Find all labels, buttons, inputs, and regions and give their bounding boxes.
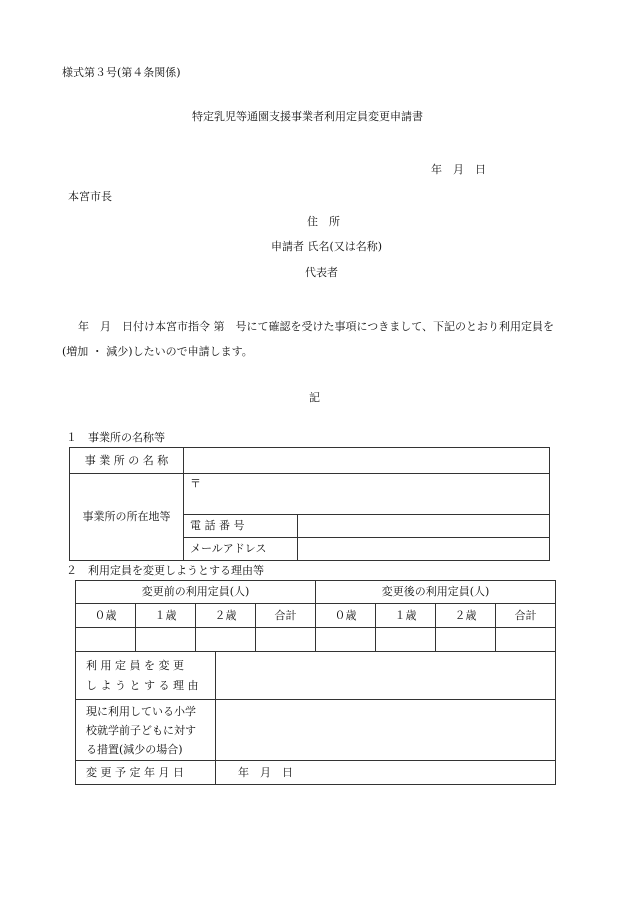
after-age-0-header: ０歳 bbox=[316, 604, 376, 628]
measure-label bbox=[76, 700, 216, 761]
before-age-2-header: ２歳 bbox=[196, 604, 256, 628]
before-total-header: 合計 bbox=[256, 604, 316, 628]
applicant-address-label: 住 所 bbox=[307, 215, 340, 228]
date-line: 年 月 日 bbox=[431, 163, 486, 176]
after-age-0-value[interactable] bbox=[316, 628, 376, 652]
before-age-1-value[interactable] bbox=[136, 628, 196, 652]
section-2-heading: ２ 利用定員を変更しようとする理由等 bbox=[66, 564, 264, 577]
measure-label-line-3: る措置(減少の場合) bbox=[86, 742, 183, 756]
facility-location-label: 事業所の所在地等 bbox=[70, 474, 184, 561]
phone-value[interactable] bbox=[298, 515, 550, 538]
after-age-1-value[interactable] bbox=[376, 628, 436, 652]
section-1-heading: １ 事業所の名称等 bbox=[66, 431, 165, 444]
phone-label: 電 話 番 号 bbox=[184, 515, 298, 538]
reason-label-line-1: 利 用 定 員 を 変 更 bbox=[86, 658, 184, 672]
postal-address-cell[interactable] bbox=[184, 474, 550, 515]
facility-name-label: 事 業 所 の 名 称 bbox=[70, 448, 184, 474]
scheduled-date-value[interactable]: 年 月 日 bbox=[216, 761, 556, 785]
facility-table bbox=[69, 447, 550, 561]
body-text-line-1: 年 月 日付け本宮市指令 第 号にて確認を受けた事項につきまして、下記のとおり利用定員を bbox=[78, 320, 555, 333]
form-number: 様式第３号(第４条関係) bbox=[62, 66, 181, 79]
after-total-value[interactable] bbox=[496, 628, 556, 652]
before-age-2-value[interactable] bbox=[196, 628, 256, 652]
body-text-line-2: (増加 ・ 減少)したいので申請します。 bbox=[62, 345, 253, 358]
applicant-name-label: 申請者 氏名(又は名称) bbox=[271, 240, 383, 253]
before-age-1-header: １歳 bbox=[136, 604, 196, 628]
reason-value[interactable] bbox=[216, 652, 556, 700]
measure-label-line-2: 校就学前子どもに対す bbox=[86, 723, 196, 737]
facility-name-value[interactable] bbox=[184, 448, 550, 474]
after-total-header: 合計 bbox=[496, 604, 556, 628]
capacity-before-header: 変更前の利用定員(人) bbox=[76, 581, 316, 604]
addressee: 本宮市長 bbox=[68, 190, 112, 203]
scheduled-date-label: 変 更 予 定 年 月 日 bbox=[76, 761, 216, 785]
measure-label-line-1: 現に利用している小学 bbox=[86, 704, 196, 718]
reason-label bbox=[76, 652, 216, 700]
capacity-after-header: 変更後の利用定員(人) bbox=[316, 581, 556, 604]
capacity-table bbox=[75, 580, 556, 785]
before-age-0-header: ０歳 bbox=[76, 604, 136, 628]
before-age-0-value[interactable] bbox=[76, 628, 136, 652]
after-age-2-value[interactable] bbox=[436, 628, 496, 652]
document-title: 特定乳児等通園支援事業者利用定員変更申請書 bbox=[192, 110, 423, 123]
measure-value[interactable] bbox=[216, 700, 556, 761]
email-value[interactable] bbox=[298, 538, 550, 561]
after-age-2-header: ２歳 bbox=[436, 604, 496, 628]
applicant-representative-label: 代表者 bbox=[305, 266, 338, 279]
before-total-value[interactable] bbox=[256, 628, 316, 652]
postal-mark: 〒 bbox=[190, 477, 201, 490]
email-label: メールアドレス bbox=[184, 538, 298, 561]
ki-heading: 記 bbox=[309, 391, 320, 404]
reason-label-line-2: し よ う と す る 理 由 bbox=[86, 678, 199, 692]
after-age-1-header: １歳 bbox=[376, 604, 436, 628]
